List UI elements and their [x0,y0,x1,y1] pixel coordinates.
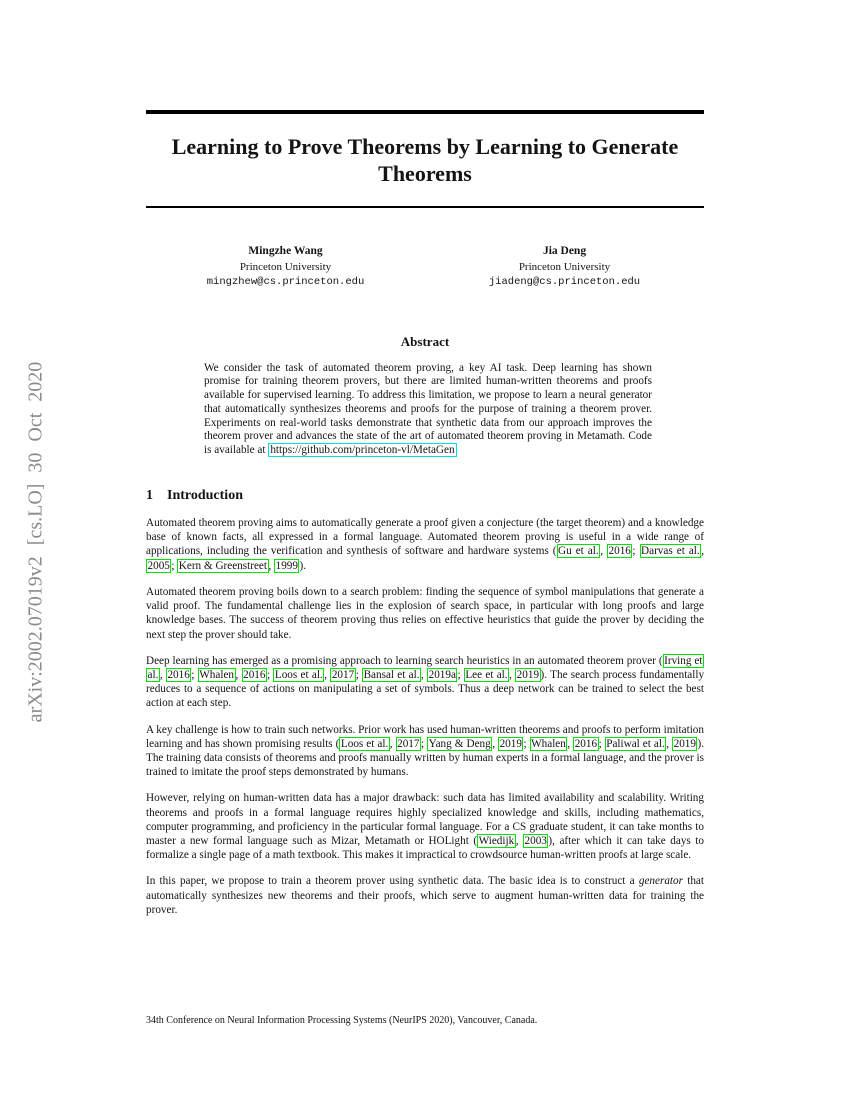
paragraph [146,654,704,711]
text-segment: ), after which it can take days to formalize a single page of a math textbook. This makes it impractical to crowdsource human-written proofs at large scale. [146,834,705,862]
author-email: mingzhew@cs.princeton.edu [206,276,365,288]
text-segment: ; [266,668,274,681]
text-segment: ; [523,737,530,750]
author-affiliation: Princeton University [518,260,611,273]
text-segment: ; [457,668,464,681]
citation-link[interactable]: Bansal et al. [363,668,420,681]
text-segment: , [159,668,166,681]
citation-link[interactable]: Loos et al. [340,737,389,750]
text-segment: ; [420,737,428,750]
text-segment: , [389,737,396,750]
author-1 [146,245,425,290]
citation-link[interactable]: 2016 [167,668,190,681]
text-segment: ). [299,559,306,572]
citation-link[interactable]: 2019 [673,737,696,750]
citation-link[interactable]: 2003 [524,834,547,847]
text-segment: , [324,668,331,681]
citation-link[interactable]: Wiedijk [478,834,515,847]
section-heading-introduction [146,488,704,504]
text-segment: , [509,668,516,681]
text-segment: generator [638,875,683,888]
text-segment: , [600,545,608,558]
conference-footnote: 34th Conference on Neural Information Processing Systems (NeurIPS 2020), Vancouver, Canada. [146,1015,538,1026]
citation-link[interactable]: 2017 [397,737,420,750]
text-segment: , [567,737,574,750]
citation-link[interactable]: 2019 [516,668,540,681]
citation-link[interactable]: Kern & Greenstreet [178,559,267,572]
text-segment: , [235,668,242,681]
text-segment: ). The search process fundamentally reduces to a sequence of actions on manipulating a set of symbols. Thus a deep network can be trained to select the best action at each step. [146,668,705,710]
text-segment: ; [191,668,198,681]
text-segment: Automated theorem proving aims to automatically generate a proof given a conjecture (the target theorem) and a knowledge base of known facts, all expressed in a formal language. Automated theorem proving is useful in a wide range of applications, including the verification and synthesis of software and hardware systems ( [146,517,704,558]
text-segment: In this paper, we propose to train a theorem prover using synthetic data. The basic idea is to construct a [146,875,639,888]
citation-link[interactable]: 2005 [147,559,170,572]
paragraph [146,585,704,642]
text-segment: ). The training data consists of theorems and proofs manually written by human experts in a formal language, and the prover is trained to imitate the proof steps demonstrated by humans. [146,737,705,779]
text-segment: Automated theorem proving boils down to a search problem: finding the sequence of symbol manipulations that generate a valid proof. The fundamental challenge lies in the explosion of search space, in particular with long proofs and large knowledge bases. The success of theorem proving thus relies on effective heuristics that guide the prover by deciding the next step the prover should take. [146,585,704,641]
citation-link[interactable]: 2017 [331,668,355,681]
citation-link[interactable]: Whalen [199,668,235,681]
text-segment: , [701,545,704,558]
citation-link[interactable]: 2016 [608,545,631,558]
citation-link[interactable]: 2016 [243,668,266,681]
author-2 [425,245,704,290]
citation-link[interactable]: 2016 [574,737,598,750]
citation-link[interactable]: Paliwal et al. [606,737,665,750]
title-rule-top [146,110,704,114]
paragraph [146,791,704,862]
citation-link[interactable]: 1999 [275,559,298,572]
citation-link[interactable]: Darvas et al. [641,545,700,558]
citation-link[interactable]: 2019a [428,668,456,681]
citation-link[interactable]: 2019 [499,737,522,750]
citation-link[interactable]: Yang & Deng [428,737,491,750]
author-name: Mingzhe Wang [248,245,323,257]
paragraph [146,516,704,573]
text-segment: A key challenge is how to train such networks. Prior work has used human-written theorems and proofs to perform imitation learning and has shown promising results ( [146,723,704,750]
text-segment: , [268,559,275,572]
text-segment: ; [598,737,605,750]
text-segment: We consider the task of automated theorem proving, a key AI task. Deep learning has shown promise for training theorem provers, but there are limited human-written theorems and proofs available for supervised learning. To address this limitation, we propose to learn a neural generator that automatically synthesizes theorems and proofs for the purpose of training a theorem prover. Experiments on real-world tasks demonstrate that synthetic data from our approach improves the theorem prover and advances the state of the art of automated theorem proving in Metamath. Code is available at [204,361,652,457]
text-segment: Deep learning has emerged as a promising approach to learning search heuristics in an automated theorem prover ( [146,654,663,667]
paper-title: Learning to Prove Theorems by Learning to Generate Theorems [171,134,679,186]
abstract-text [204,362,652,459]
text-segment: , [421,668,428,681]
citation-link[interactable]: Lee et al. [465,668,508,681]
paragraph [146,874,704,917]
arxiv-watermark: arXiv:2002.07019v2 [cs.LO] 30 Oct 2020 [24,361,47,723]
text-segment: ; [171,559,178,572]
citation-link[interactable]: Loos et al. [274,668,323,681]
text-segment: , [515,834,524,847]
citation-link[interactable]: Gu et al. [558,545,599,558]
text-segment: that automatically synthesizes new theorems and their proofs, which serve to augment human-written data for training the prover. [146,875,704,916]
text-segment: ; [355,668,363,681]
author-affiliation: Princeton University [239,260,332,273]
author-block [146,245,704,290]
code-url-link[interactable]: https://github.com/princeton-vl/MetaGen [270,444,455,457]
paragraph [146,723,704,780]
abstract-heading: Abstract [400,333,450,349]
section-number: 1 [146,488,153,504]
text-segment: However, relying on human-written data has a major drawback: such data has limited availability and scalability. Writing theorems and proofs in a formal language requires highly specialized knowledge and skills, including mathematics, computer programming, and proficiency in the particular formal language. For a CS graduate student, it can take months to master a new formal language such as Mizar, Metamath or HOLight ( [146,792,704,847]
title-rule-bottom [146,206,704,208]
author-name: Jia Deng [542,245,587,257]
citation-link[interactable]: Whalen [531,737,566,750]
text-segment: ; [632,545,640,558]
paper-content [146,110,704,917]
text-segment: , [492,737,499,750]
section-title: Introduction [167,488,243,504]
author-email: jiadeng@cs.princeton.edu [488,276,641,288]
citation-link[interactable]: Irving et al. [147,654,703,681]
text-segment: , [666,737,673,750]
